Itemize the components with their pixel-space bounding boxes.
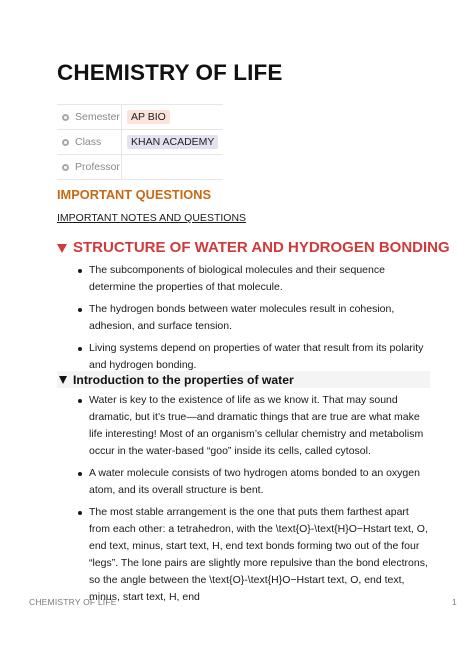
important-questions-heading: IMPORTANT QUESTIONS: [57, 187, 212, 202]
section-heading-text: STRUCTURE OF WATER AND HYDROGEN BONDING: [73, 239, 450, 256]
page-title: CHEMISTRY OF LIFE: [57, 60, 283, 85]
property-icon: [62, 139, 69, 146]
semester-value-cell[interactable]: [122, 105, 223, 129]
property-key-label: Professor: [75, 161, 120, 173]
important-notes-link[interactable]: IMPORTANT NOTES AND QUESTIONS: [57, 212, 247, 224]
property-row-semester: [57, 105, 223, 130]
footer-title: CHEMISTRY OF LIFE: [29, 597, 117, 607]
bullet-icon: [78, 511, 82, 515]
bullet-list: [57, 392, 432, 611]
properties-table: [57, 104, 223, 180]
list-item: Water is key to the existence of life as we know it. That may sound dramatic, but it’s true—and dramatic things that are true are what make life interesting! Most of an organism’s cellular chemistry and metabolism occur in the water-based “goo” inside its cells, called cytosol.: [57, 392, 432, 460]
list-item: The subcomponents of biological molecules and their sequence determine the properties of that molecule.: [57, 262, 432, 296]
list-item: The hydrogen bonds between water molecules result in cohesion, adhesion, and surface tension.: [57, 301, 432, 335]
list-item: Living systems depend on properties of water that result from its polarity and hydrogen bonding.: [57, 340, 432, 374]
page-number: 1: [452, 597, 457, 607]
class-value-cell[interactable]: [122, 130, 223, 154]
list-item: A water molecule consists of two hydrogen atoms bonded to an oxygen atom, and its overall structure is bent.: [57, 465, 432, 499]
bullet-icon: [78, 472, 82, 476]
bullet-icon: [78, 347, 82, 351]
toggle-triangle-icon[interactable]: [57, 244, 67, 253]
property-icon: [62, 114, 69, 121]
toggle-triangle-icon[interactable]: [59, 376, 67, 384]
professor-value-cell[interactable]: [122, 155, 223, 179]
bullet-list: [57, 262, 432, 379]
property-key-label: Class: [75, 136, 102, 148]
bullet-icon: [78, 269, 82, 273]
toggle-heading-text: Introduction to the properties of water: [73, 372, 294, 387]
property-key-label: Semester: [75, 111, 120, 123]
section-heading-water-structure[interactable]: [57, 239, 450, 256]
bullet-icon: [78, 399, 82, 403]
toggle-heading-properties-of-water[interactable]: [57, 371, 430, 388]
property-row-class: [57, 130, 223, 155]
list-item: The most stable arrangement is the one that puts them farthest apart from each other: a tetrahedron, with the \text{O}-\text{H}O−Hstart text, O, end text, minus, start text, H, end text bonds forming two out of the four “legs”. The lone pairs are slightly more repulsive than the bond electrons, so the angle between the \text{O}-\text{H}O−Hstart text, O, end text, minus, start text, H, end: [57, 504, 432, 606]
semester-tag[interactable]: AP BIO: [127, 110, 170, 124]
bullet-icon: [78, 308, 82, 312]
property-icon: [62, 164, 69, 171]
class-tag[interactable]: KHAN ACADEMY: [127, 135, 218, 149]
property-row-professor: [57, 155, 223, 180]
